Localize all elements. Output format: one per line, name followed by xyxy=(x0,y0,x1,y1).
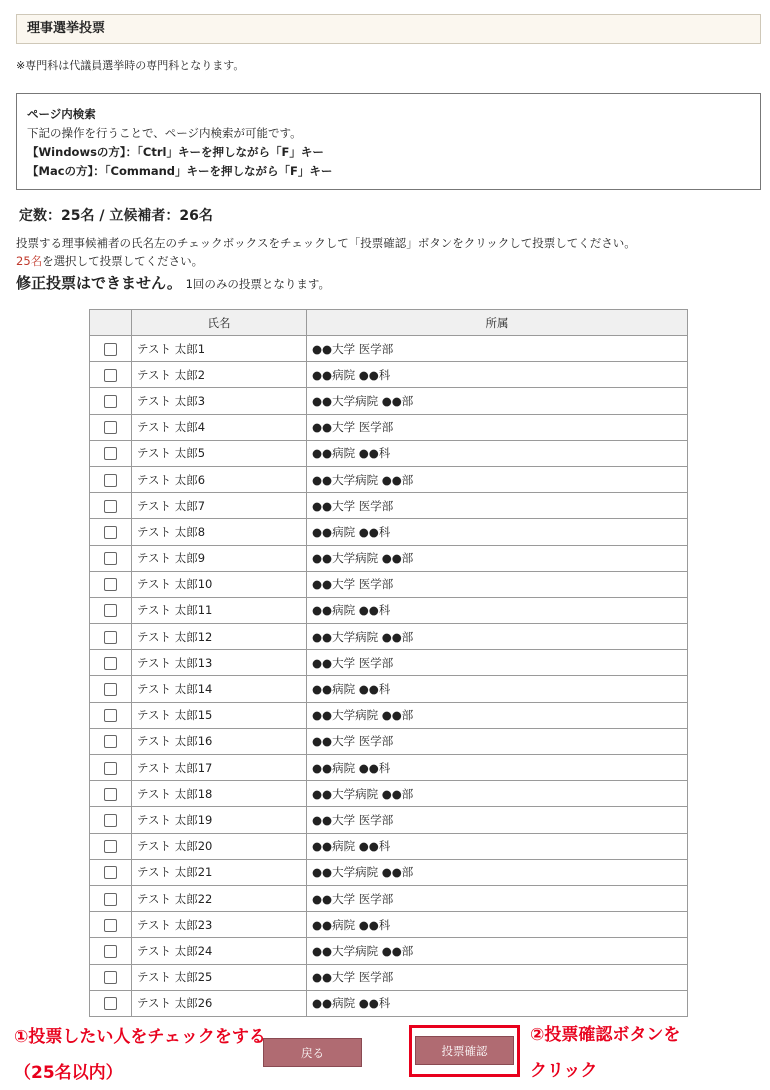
candidate-checkbox[interactable] xyxy=(104,971,117,984)
search-help-box xyxy=(16,93,761,190)
candidate-checkbox-cell[interactable] xyxy=(90,440,132,466)
candidate-checkbox[interactable] xyxy=(104,369,117,382)
candidate-affiliation: ●●大学病院 ●●部 xyxy=(307,781,688,807)
candidate-checkbox[interactable] xyxy=(104,552,117,565)
candidate-affiliation: ●●病院 ●●科 xyxy=(307,362,688,388)
table-row xyxy=(90,964,688,990)
candidate-checkbox-cell[interactable] xyxy=(90,466,132,492)
candidate-affiliation: ●●大学 医学部 xyxy=(307,571,688,597)
candidate-checkbox[interactable] xyxy=(104,500,117,513)
candidate-checkbox-cell[interactable] xyxy=(90,624,132,650)
candidate-checkbox-cell[interactable] xyxy=(90,336,132,362)
candidate-checkbox-cell[interactable] xyxy=(90,833,132,859)
candidate-checkbox[interactable] xyxy=(104,447,117,460)
candidate-affiliation: ●●大学 医学部 xyxy=(307,493,688,519)
candidate-checkbox-cell[interactable] xyxy=(90,912,132,938)
candidate-affiliation: ●●大学病院 ●●部 xyxy=(307,938,688,964)
candidate-name: テスト 太郎21 xyxy=(132,859,307,885)
table-row xyxy=(90,990,688,1016)
candidate-name: テスト 太郎15 xyxy=(132,702,307,728)
candidate-affiliation: ●●大学 医学部 xyxy=(307,964,688,990)
candidate-name: テスト 太郎2 xyxy=(132,362,307,388)
candidate-checkbox[interactable] xyxy=(104,631,117,644)
candidate-name: テスト 太郎6 xyxy=(132,466,307,492)
candidate-checkbox[interactable] xyxy=(104,526,117,539)
candidate-name: テスト 太郎26 xyxy=(132,990,307,1016)
table-row xyxy=(90,755,688,781)
candidate-checkbox-cell[interactable] xyxy=(90,676,132,702)
candidate-name: テスト 太郎1 xyxy=(132,336,307,362)
candidate-affiliation: ●●大学病院 ●●部 xyxy=(307,859,688,885)
candidate-affiliation: ●●病院 ●●科 xyxy=(307,833,688,859)
candidate-checkbox[interactable] xyxy=(104,683,117,696)
candidate-checkbox[interactable] xyxy=(104,945,117,958)
candidate-checkbox[interactable] xyxy=(104,840,117,853)
candidate-checkbox-cell[interactable] xyxy=(90,859,132,885)
annotation-step1: ①投票したい人をチェックをする xyxy=(14,1027,266,1047)
header-checkbox-col xyxy=(90,310,132,336)
candidate-affiliation: ●●病院 ●●科 xyxy=(307,597,688,623)
candidate-name: テスト 太郎13 xyxy=(132,650,307,676)
candidate-checkbox-cell[interactable] xyxy=(90,938,132,964)
candidate-name: テスト 太郎12 xyxy=(132,624,307,650)
candidate-name: テスト 太郎9 xyxy=(132,545,307,571)
candidate-affiliation: ●●病院 ●●科 xyxy=(307,990,688,1016)
candidate-affiliation: ●●大学 医学部 xyxy=(307,414,688,440)
candidate-checkbox-cell[interactable] xyxy=(90,755,132,781)
candidate-checkbox-cell[interactable] xyxy=(90,964,132,990)
candidate-checkbox[interactable] xyxy=(104,709,117,722)
table-row xyxy=(90,912,688,938)
table-row xyxy=(90,624,688,650)
table-row xyxy=(90,571,688,597)
candidate-checkbox-cell[interactable] xyxy=(90,388,132,414)
candidate-checkbox-cell[interactable] xyxy=(90,728,132,754)
candidate-name: テスト 太郎11 xyxy=(132,597,307,623)
vote-confirm-button[interactable]: 投票確認 xyxy=(415,1036,514,1065)
candidate-checkbox[interactable] xyxy=(104,395,117,408)
candidate-affiliation: ●●大学病院 ●●部 xyxy=(307,545,688,571)
candidate-name: テスト 太郎7 xyxy=(132,493,307,519)
candidate-checkbox[interactable] xyxy=(104,788,117,801)
search-help-mac: 【Macの方】：「Command」キーを押しながら「F」キー xyxy=(27,164,333,178)
candidate-name: テスト 太郎5 xyxy=(132,440,307,466)
candidate-name: テスト 太郎20 xyxy=(132,833,307,859)
candidate-checkbox-cell[interactable] xyxy=(90,990,132,1016)
candidate-checkbox-cell[interactable] xyxy=(90,885,132,911)
candidate-affiliation: ●●病院 ●●科 xyxy=(307,440,688,466)
candidate-checkbox[interactable] xyxy=(104,893,117,906)
table-row xyxy=(90,938,688,964)
candidate-checkbox-cell[interactable] xyxy=(90,493,132,519)
candidate-name: テスト 太郎25 xyxy=(132,964,307,990)
candidate-affiliation: ●●大学病院 ●●部 xyxy=(307,466,688,492)
candidate-affiliation: ●●大学 医学部 xyxy=(307,885,688,911)
header-name: 氏名 xyxy=(132,310,307,336)
no-modification-detail: 1回のみの投票となります。 xyxy=(185,277,330,291)
candidate-checkbox-cell[interactable] xyxy=(90,571,132,597)
search-help-desc: 下記の操作を行うことで、ページ内検索が可能です。 xyxy=(27,126,302,140)
candidate-affiliation: ●●大学 医学部 xyxy=(307,807,688,833)
table-row xyxy=(90,466,688,492)
candidate-checkbox-cell[interactable] xyxy=(90,519,132,545)
quota-text: 定数：25名 / 立候補者：26名 xyxy=(19,208,213,224)
candidate-affiliation: ●●病院 ●●科 xyxy=(307,676,688,702)
candidate-affiliation: ●●病院 ●●科 xyxy=(307,755,688,781)
candidate-checkbox[interactable] xyxy=(104,919,117,932)
table-row xyxy=(90,702,688,728)
candidate-name: テスト 太郎14 xyxy=(132,676,307,702)
table-row xyxy=(90,414,688,440)
table-header-row xyxy=(90,310,688,336)
candidate-name: テスト 太郎24 xyxy=(132,938,307,964)
table-row xyxy=(90,676,688,702)
table-row xyxy=(90,362,688,388)
candidate-checkbox[interactable] xyxy=(104,997,117,1010)
candidate-name: テスト 太郎18 xyxy=(132,781,307,807)
specialty-note: ※専門科は代議員選挙時の専門科となります。 xyxy=(16,59,245,72)
candidate-checkbox[interactable] xyxy=(104,474,117,487)
candidate-checkbox[interactable] xyxy=(104,762,117,775)
table-row xyxy=(90,388,688,414)
instructions xyxy=(16,234,636,270)
candidate-affiliation: ●●大学病院 ●●部 xyxy=(307,624,688,650)
table-row xyxy=(90,885,688,911)
instruction-line2-rest: を選択して投票してください。 xyxy=(42,254,204,268)
table-row xyxy=(90,545,688,571)
candidate-checkbox-cell[interactable] xyxy=(90,807,132,833)
no-modification-note xyxy=(16,272,330,293)
candidate-checkbox[interactable] xyxy=(104,604,117,617)
back-button[interactable]: 戻る xyxy=(263,1038,362,1067)
header-affiliation: 所属 xyxy=(307,310,688,336)
candidate-checkbox-cell[interactable] xyxy=(90,362,132,388)
candidate-name: テスト 太郎10 xyxy=(132,571,307,597)
candidate-checkbox[interactable] xyxy=(104,735,117,748)
candidate-affiliation: ●●病院 ●●科 xyxy=(307,519,688,545)
table-row xyxy=(90,728,688,754)
search-help-heading: ページ内検索 xyxy=(27,107,96,121)
candidate-checkbox-cell[interactable] xyxy=(90,650,132,676)
candidate-checkbox-cell[interactable] xyxy=(90,781,132,807)
table-row xyxy=(90,597,688,623)
candidate-name: テスト 太郎16 xyxy=(132,728,307,754)
instruction-line2 xyxy=(16,252,636,270)
candidate-checkbox[interactable] xyxy=(104,814,117,827)
table-row xyxy=(90,440,688,466)
table-row xyxy=(90,859,688,885)
select-count: 25名 xyxy=(16,254,43,268)
annotation-step1-limit: （25名以内） xyxy=(14,1063,123,1083)
table-row xyxy=(90,493,688,519)
candidate-affiliation: ●●大学病院 ●●部 xyxy=(307,702,688,728)
table-row xyxy=(90,807,688,833)
table-row xyxy=(90,519,688,545)
table-row xyxy=(90,781,688,807)
annotation-step2-click: クリック xyxy=(530,1061,598,1081)
table-row xyxy=(90,650,688,676)
candidate-affiliation: ●●大学 医学部 xyxy=(307,728,688,754)
candidate-name: テスト 太郎17 xyxy=(132,755,307,781)
candidate-name: テスト 太郎22 xyxy=(132,885,307,911)
candidate-checkbox-cell[interactable] xyxy=(90,414,132,440)
search-help-windows: 【Windowsの方】：「Ctrl」キーを押しながら「F」キー xyxy=(27,145,324,159)
candidate-affiliation: ●●大学病院 ●●部 xyxy=(307,388,688,414)
candidate-affiliation: ●●大学 医学部 xyxy=(307,336,688,362)
candidate-checkbox-cell[interactable] xyxy=(90,597,132,623)
page-title: 理事選挙投票 xyxy=(16,14,761,44)
candidate-checkbox-cell[interactable] xyxy=(90,702,132,728)
candidate-checkbox[interactable] xyxy=(104,421,117,434)
candidate-name: テスト 太郎8 xyxy=(132,519,307,545)
table-row xyxy=(90,833,688,859)
table-row xyxy=(90,336,688,362)
candidate-checkbox[interactable] xyxy=(104,866,117,879)
candidate-name: テスト 太郎23 xyxy=(132,912,307,938)
candidate-name: テスト 太郎4 xyxy=(132,414,307,440)
candidate-name: テスト 太郎19 xyxy=(132,807,307,833)
candidate-affiliation: ●●病院 ●●科 xyxy=(307,912,688,938)
annotation-step2: ②投票確認ボタンを xyxy=(530,1025,681,1045)
instruction-line1: 投票する理事候補者の氏名左のチェックボックスをチェックして「投票確認」ボタンをクリックして投票してください。 xyxy=(16,236,636,250)
candidate-checkbox[interactable] xyxy=(104,343,117,356)
candidate-checkbox[interactable] xyxy=(104,657,117,670)
candidate-name: テスト 太郎3 xyxy=(132,388,307,414)
candidate-checkbox-cell[interactable] xyxy=(90,545,132,571)
candidate-checkbox[interactable] xyxy=(104,578,117,591)
candidate-affiliation: ●●大学 医学部 xyxy=(307,650,688,676)
no-modification-heading: 修正投票はできません。 xyxy=(16,274,182,292)
candidate-table xyxy=(89,309,688,1017)
